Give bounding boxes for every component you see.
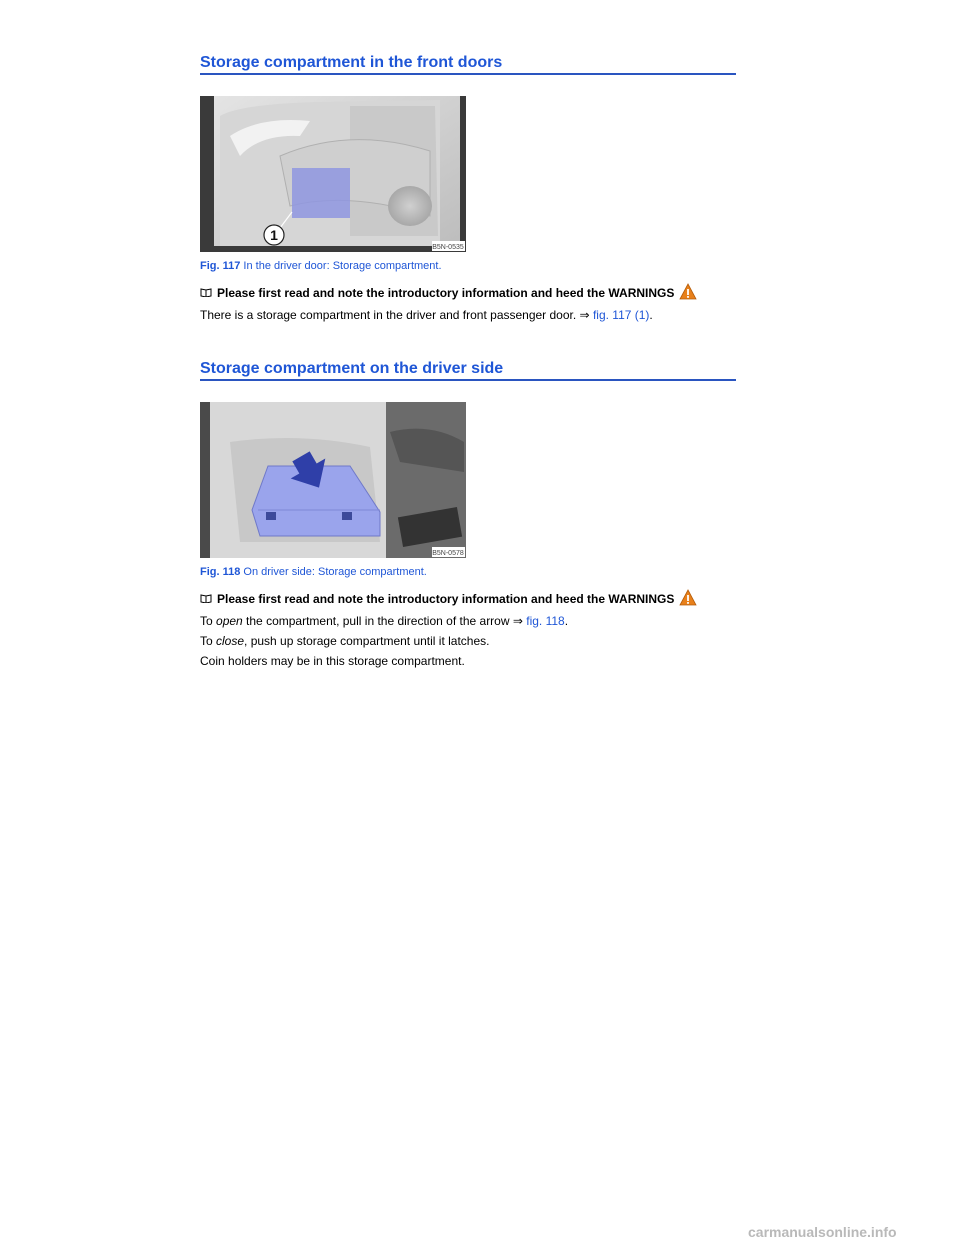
figure-118-driver-side <box>200 402 466 558</box>
figure-117-caption <box>200 260 442 272</box>
section-title-driver-side: Storage compartment on the driver side <box>200 360 736 381</box>
section-title-front-doors: Storage compartment in the front doors <box>200 54 736 75</box>
text: , push up storage compartment until it latches. <box>244 634 490 648</box>
paragraph-front-doors <box>200 308 653 322</box>
book-icon <box>200 286 212 300</box>
paragraph-text: There is a storage compartment in the driver and front passenger door. ⇒ <box>200 308 593 322</box>
paragraph-end: . <box>649 308 653 322</box>
text: To <box>200 614 217 628</box>
door-illustration <box>200 96 466 252</box>
text: To <box>200 634 217 648</box>
warning-triangle-icon[interactable] <box>679 589 697 609</box>
figure-number: Fig. 118 <box>200 566 241 578</box>
paragraph-coin-holders: Coin holders may be in this storage compartment. <box>200 654 465 668</box>
warnings-notice-1 <box>200 283 697 303</box>
warning-triangle-icon[interactable] <box>679 283 697 303</box>
caption-text: On driver side: Storage compartment. <box>243 566 427 578</box>
svg-text:B5N-0578: B5N-0578 <box>432 550 464 557</box>
paragraph-open <box>200 614 568 628</box>
figure-number: Fig. 117 <box>200 260 241 272</box>
figure-118-caption <box>200 566 427 578</box>
figure-117-driver-door <box>200 96 466 252</box>
notice-text: Please first read and note the introductory information and heed the WARNINGS <box>217 592 675 606</box>
svg-text:B5N-0535: B5N-0535 <box>432 244 464 251</box>
dashboard-illustration <box>200 402 466 558</box>
paragraph-close <box>200 634 490 648</box>
warnings-notice-2 <box>200 589 697 609</box>
link-fig-118[interactable]: fig. 118 <box>526 614 565 628</box>
svg-text:1: 1 <box>270 227 278 243</box>
storage-compartment-highlight <box>292 168 350 218</box>
link-fig-117[interactable]: fig. 117 (1) <box>592 308 650 322</box>
notice-text: Please first read and note the introductory information and heed the WARNINGS <box>217 286 675 300</box>
emphasis-close: close <box>216 634 245 648</box>
caption-text: In the driver door: Storage compartment. <box>243 260 442 272</box>
text: the compartment, pull in the direction of the arrow ⇒ <box>242 614 527 628</box>
emphasis-open: open <box>216 614 243 628</box>
text: . <box>564 614 569 628</box>
book-icon <box>200 592 212 606</box>
watermark: carmanualsonline.info <box>748 1224 897 1240</box>
